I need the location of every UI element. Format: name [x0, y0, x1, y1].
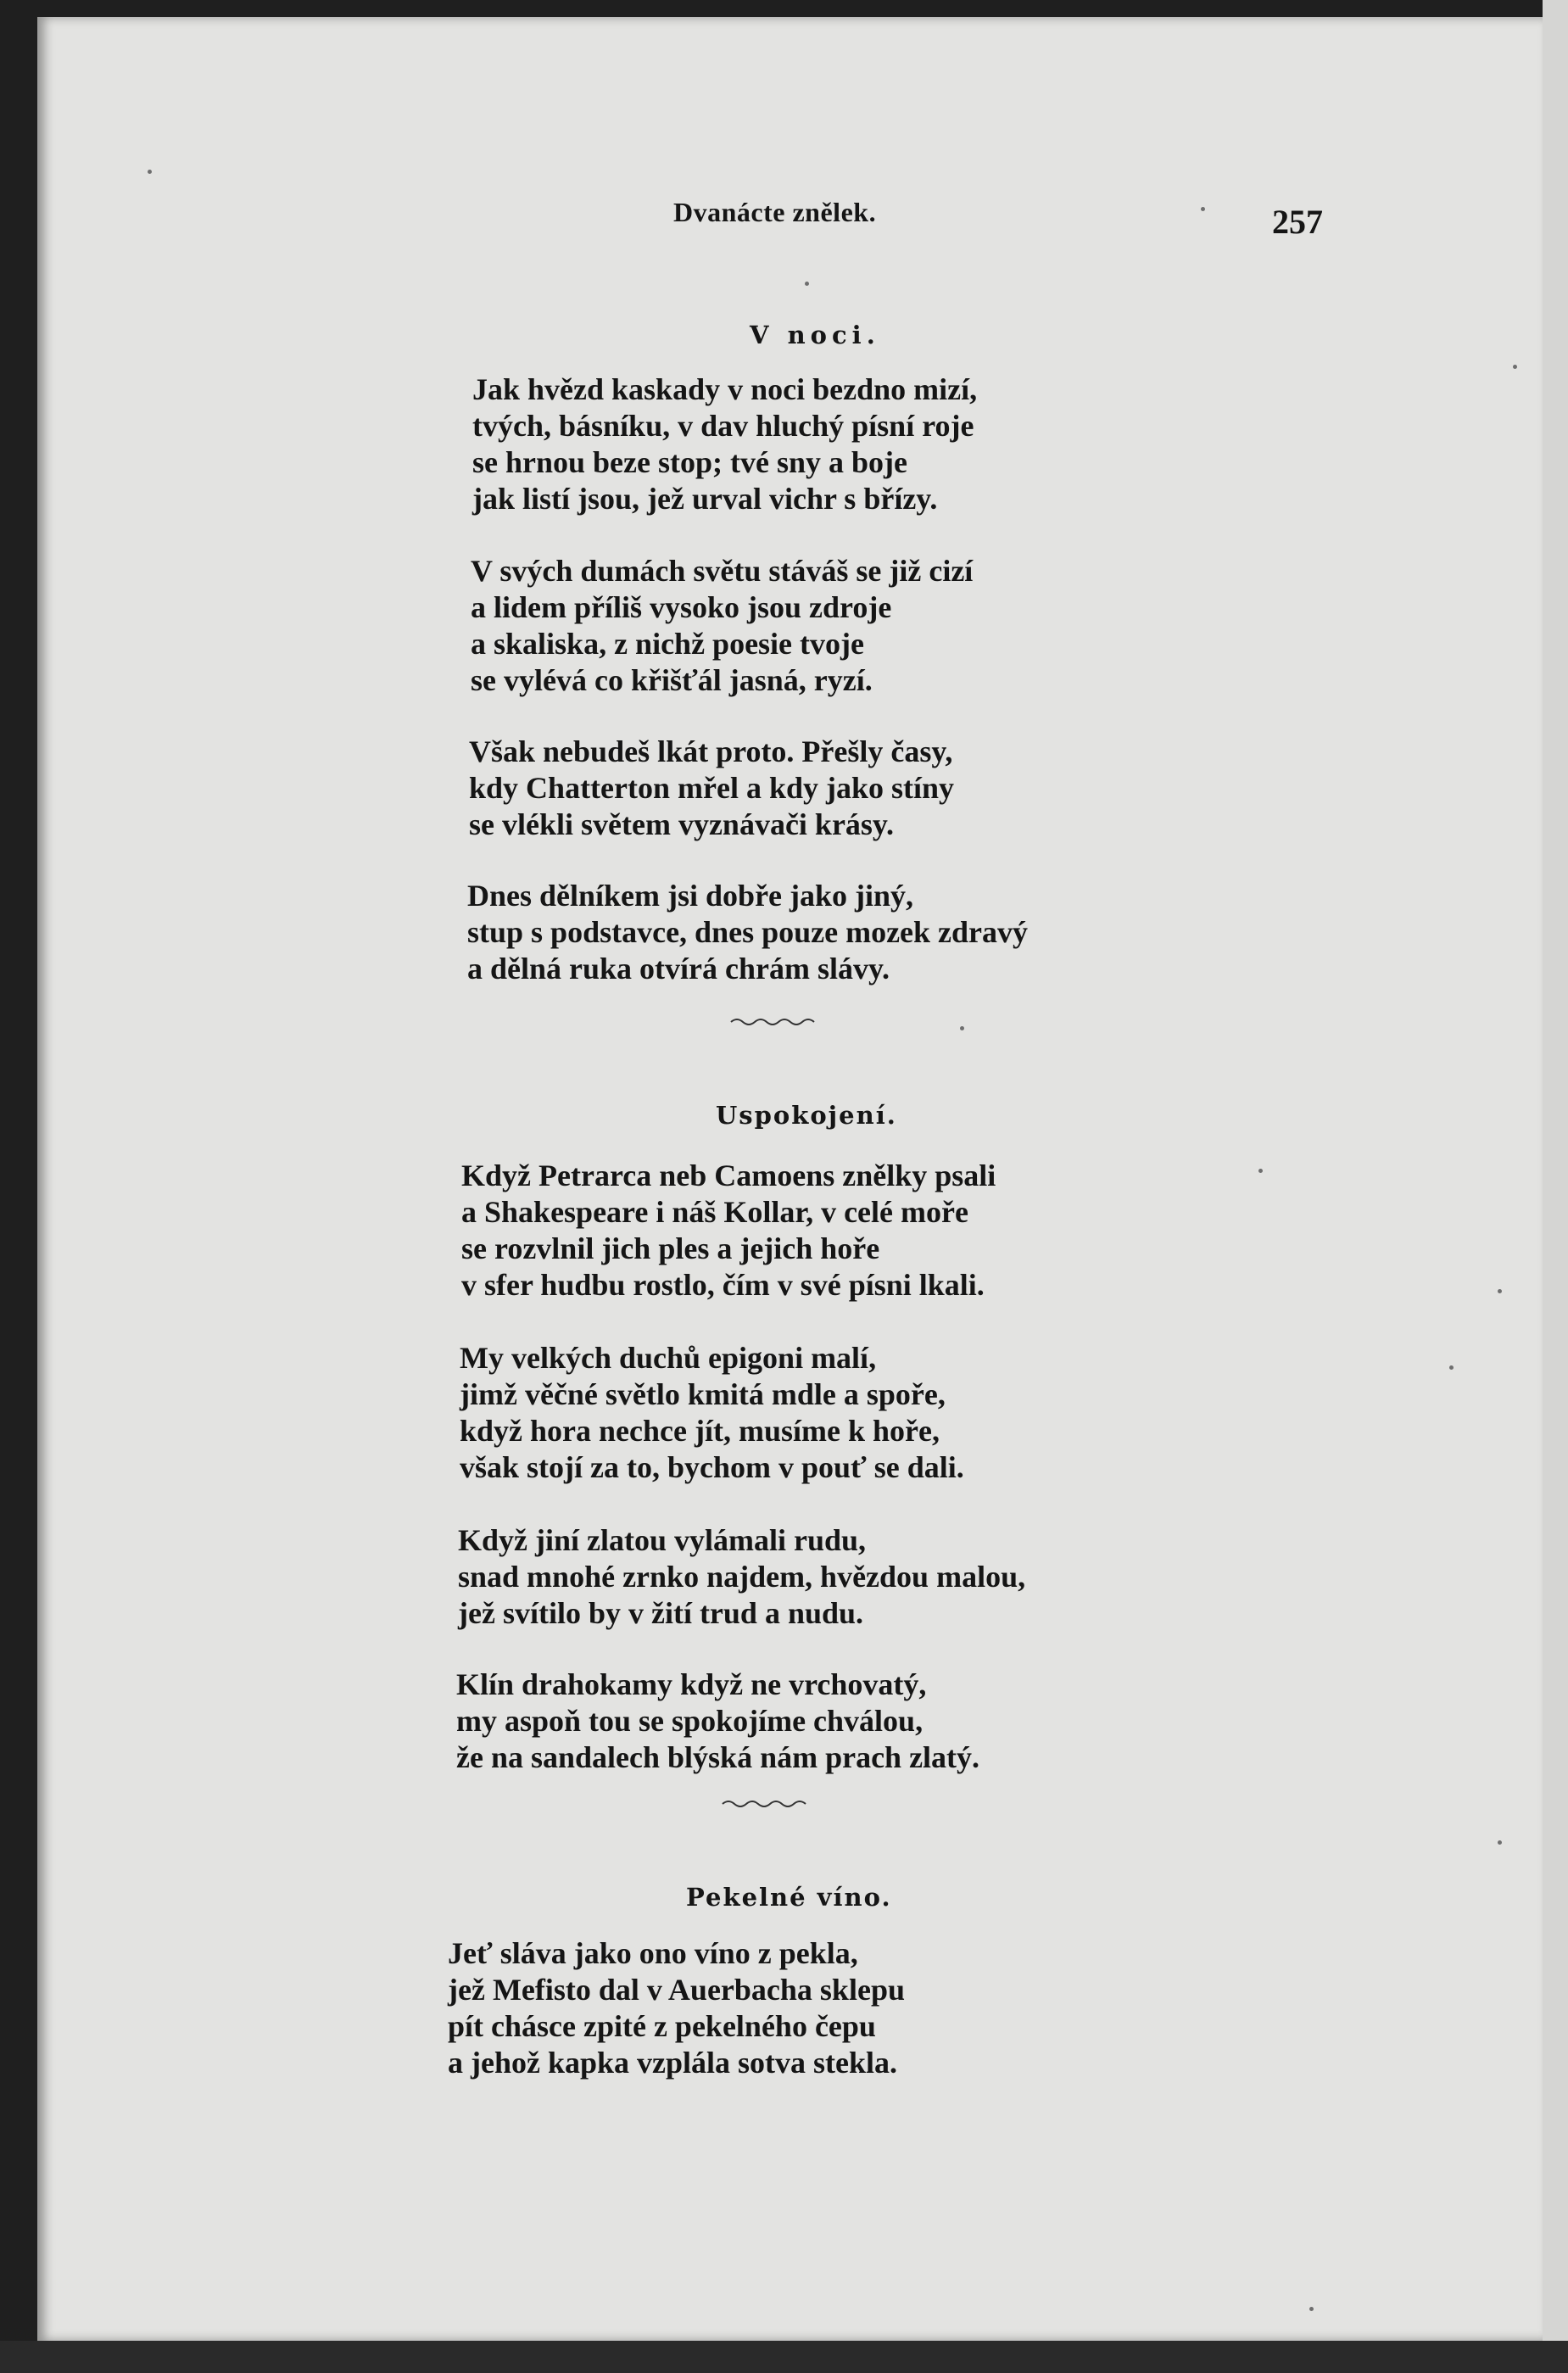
scan-speck — [1201, 207, 1205, 211]
verse-line: se vlékli světem vyznávači krásy. — [469, 807, 894, 841]
scan-speck — [1449, 1365, 1454, 1370]
verse-line: tvých, básníku, v dav hluchý písní roje — [472, 409, 974, 443]
verse-line: když hora nechce jít, musíme k hoře, — [460, 1414, 940, 1448]
scan-bottom-edge — [0, 2341, 1568, 2373]
verse-line: Klín drahokamy když ne vrchovatý, — [456, 1667, 927, 1701]
verse-line: se vylévá co křišťál jasná, ryzí. — [471, 663, 873, 697]
stanza — [448, 1935, 905, 2081]
verse-line: že na sandalech blýská nám prach zlatý. — [456, 1740, 980, 1774]
verse-line: se hrnou beze stop; tvé sny a boje — [472, 445, 907, 479]
facing-page-edge — [1543, 0, 1568, 2373]
verse-line: jimž věčné světlo kmitá mdle a spoře, — [460, 1377, 946, 1411]
verse-line: a skaliska, z nichž poesie tvoje — [471, 627, 864, 661]
book-page — [37, 17, 1543, 2341]
poem-title-v-noci: V noci. — [750, 321, 880, 349]
stanza — [458, 1522, 1025, 1632]
verse-line: a lidem příliš vysoko jsou zdroje — [471, 590, 892, 624]
scan-speck — [1498, 1289, 1502, 1293]
stanza — [456, 1667, 979, 1776]
scan-speck — [1258, 1169, 1263, 1173]
verse-line: Jak hvězd kaskady v noci bezdno mizí, — [472, 372, 978, 406]
verse-line: Jeť sláva jako ono víno z pekla, — [448, 1936, 858, 1970]
verse-line: však stojí za to, bychom v pouť se dali. — [460, 1450, 964, 1484]
scan-speck — [960, 1026, 964, 1030]
stanza — [460, 1340, 964, 1486]
verse-line: stup s podstavce, dnes pouze mozek zdravý — [467, 915, 1029, 949]
verse-line: a dělná ruka otvírá chrám slávy. — [467, 952, 890, 985]
verse-line: pít chásce zpité z pekelného čepu — [448, 2009, 876, 2043]
verse-line: Když jiní zlatou vylámali rudu, — [458, 1523, 867, 1557]
stanza — [461, 1158, 996, 1304]
verse-line: My velkých duchů epigoni malí, — [460, 1341, 877, 1375]
scan-speck — [1309, 2307, 1314, 2311]
scan-speck — [148, 170, 152, 174]
scan-speck — [805, 282, 809, 286]
verse-line: v sfer hudbu rostlo, čím v své písni lkali. — [461, 1268, 985, 1302]
wave-ornament — [721, 1798, 814, 1810]
verse-line: a Shakespeare i náš Kollar, v celé moře — [461, 1195, 968, 1229]
verse-line: jež Mefisto dal v Auerbacha sklepu — [448, 1973, 905, 2007]
verse-line: se rozvlnil jich ples a jejich hoře — [461, 1231, 880, 1265]
verse-line: Když Petrarca neb Camoens znělky psali — [461, 1159, 996, 1192]
stanza — [469, 734, 954, 843]
stanza — [471, 553, 973, 699]
running-title: Dvanácte znělek. — [673, 197, 877, 227]
verse-line: my aspoň tou se spokojíme chválou, — [456, 1704, 924, 1738]
poem-title-pekelne-vino: Pekelné víno. — [686, 1883, 892, 1912]
scan-speck — [1498, 1840, 1502, 1845]
poem-title-uspokojeni: Uspokojení. — [716, 1101, 897, 1130]
verse-line: jež svítilo by v žití trud a nudu. — [458, 1596, 864, 1630]
stanza — [467, 878, 1028, 987]
verse-line: V svých dumách světu stáváš se již cizí — [471, 554, 974, 588]
wave-ornament — [729, 1016, 823, 1028]
page-number: 257 — [1272, 203, 1323, 241]
verse-line: snad mnohé zrnko najdem, hvězdou malou, — [458, 1560, 1026, 1594]
verse-line: jak listí jsou, jež urval vichr s břízy. — [472, 482, 938, 516]
verse-line: a jehož kapka vzplála sotva stekla. — [448, 2046, 898, 2080]
stanza — [472, 371, 977, 517]
verse-line: kdy Chatterton mřel a kdy jako stíny — [469, 771, 955, 805]
scan-speck — [1513, 365, 1517, 369]
verse-line: Dnes dělníkem jsi dobře jako jiný, — [467, 879, 914, 913]
verse-line: Však nebudeš lkát proto. Přešly časy, — [469, 734, 953, 768]
